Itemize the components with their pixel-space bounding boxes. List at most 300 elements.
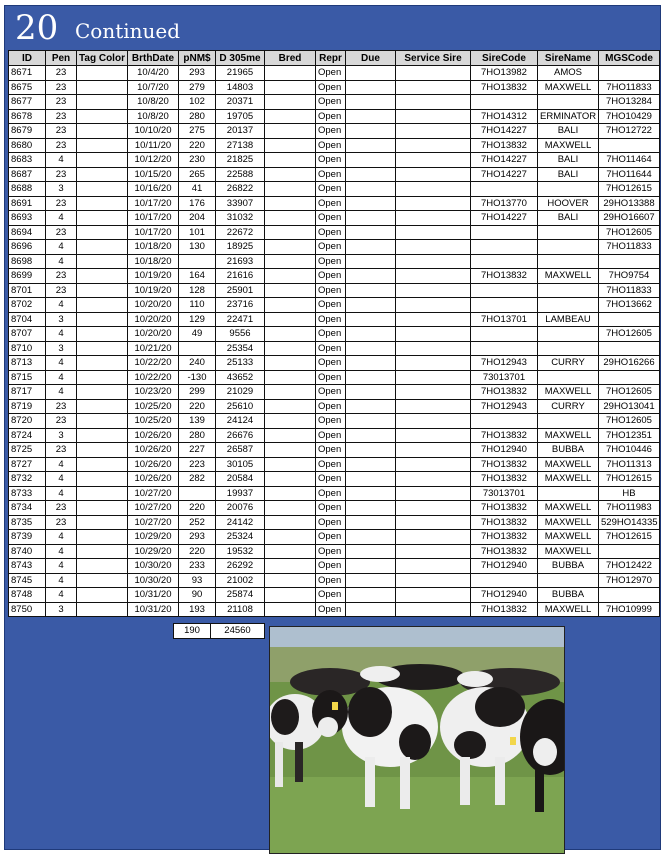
heifer-table xyxy=(8,50,660,617)
cell-due xyxy=(346,240,396,255)
cell-tag-color xyxy=(77,66,128,81)
cell-bred xyxy=(265,269,316,284)
cell-sire-code: 7HO14227 xyxy=(471,124,538,139)
cell-due xyxy=(346,414,396,429)
cell-repr: Open xyxy=(316,530,346,545)
cell-pen: 4 xyxy=(46,327,77,342)
cell-pen: 4 xyxy=(46,153,77,168)
cell-sire-name xyxy=(538,95,599,110)
cell-pen: 3 xyxy=(46,312,77,327)
cell-sire-code: 7HO13832 xyxy=(471,501,538,516)
cell-d305me: 22672 xyxy=(216,225,265,240)
cell-mgs-code: 7HO11313 xyxy=(599,457,660,472)
cell-tag-color xyxy=(77,370,128,385)
cell-birth-date: 10/26/20 xyxy=(128,443,179,458)
cell-mgs-code: 7HO11464 xyxy=(599,153,660,168)
cell-due xyxy=(346,95,396,110)
table-row xyxy=(9,138,660,153)
cell-id: 8680 xyxy=(9,138,46,153)
cell-pen: 4 xyxy=(46,472,77,487)
cell-repr: Open xyxy=(316,211,346,226)
cell-d305me: 21002 xyxy=(216,573,265,588)
header-id: ID xyxy=(9,51,46,66)
table-row xyxy=(9,370,660,385)
cell-repr: Open xyxy=(316,602,346,617)
cell-bred xyxy=(265,588,316,603)
cell-tag-color xyxy=(77,167,128,182)
cell-sire-name: CURRY xyxy=(538,399,599,414)
cell-d305me: 27138 xyxy=(216,138,265,153)
holstein-heifers-image xyxy=(270,627,564,853)
cell-repr: Open xyxy=(316,153,346,168)
cell-repr: Open xyxy=(316,225,346,240)
cell-repr: Open xyxy=(316,196,346,211)
cell-d305me: 19532 xyxy=(216,544,265,559)
cell-bred xyxy=(265,370,316,385)
cell-sire-code xyxy=(471,414,538,429)
cell-pnm: 279 xyxy=(179,80,216,95)
cell-id: 8707 xyxy=(9,327,46,342)
cell-birth-date: 10/16/20 xyxy=(128,182,179,197)
cell-mgs-code: 7HO12605 xyxy=(599,225,660,240)
cell-sire-name: AMOS xyxy=(538,66,599,81)
cell-tag-color xyxy=(77,486,128,501)
cell-birth-date: 10/17/20 xyxy=(128,225,179,240)
cell-service-sire xyxy=(396,399,471,414)
cell-due xyxy=(346,588,396,603)
cell-sire-name: MAXWELL xyxy=(538,269,599,284)
header-repr: Repr xyxy=(316,51,346,66)
d305-average: 24560 xyxy=(211,624,265,639)
cell-tag-color xyxy=(77,443,128,458)
cell-id: 8733 xyxy=(9,486,46,501)
cell-tag-color xyxy=(77,269,128,284)
table-row xyxy=(9,443,660,458)
cell-mgs-code: 7HO12422 xyxy=(599,559,660,574)
cell-d305me: 43652 xyxy=(216,370,265,385)
cell-sire-name: MAXWELL xyxy=(538,530,599,545)
cell-bred xyxy=(265,457,316,472)
section-number: 20 xyxy=(15,8,59,48)
cell-tag-color xyxy=(77,457,128,472)
cell-id: 8710 xyxy=(9,341,46,356)
cell-due xyxy=(346,443,396,458)
cell-repr: Open xyxy=(316,443,346,458)
cell-mgs-code: 7HO12605 xyxy=(599,327,660,342)
cell-service-sire xyxy=(396,501,471,516)
cell-sire-name: CURRY xyxy=(538,356,599,371)
cell-due xyxy=(346,109,396,124)
cell-birth-date: 10/22/20 xyxy=(128,356,179,371)
cell-pnm: 193 xyxy=(179,602,216,617)
cell-bred xyxy=(265,124,316,139)
cell-repr: Open xyxy=(316,182,346,197)
cell-bred xyxy=(265,95,316,110)
cell-due xyxy=(346,472,396,487)
cell-tag-color xyxy=(77,80,128,95)
cell-birth-date: 10/31/20 xyxy=(128,602,179,617)
cell-service-sire xyxy=(396,486,471,501)
cell-id: 8739 xyxy=(9,530,46,545)
cell-pen: 4 xyxy=(46,457,77,472)
cell-pen: 23 xyxy=(46,95,77,110)
cell-id: 8734 xyxy=(9,501,46,516)
cell-sire-code xyxy=(471,225,538,240)
cell-sire-name: BALI xyxy=(538,167,599,182)
cell-bred xyxy=(265,414,316,429)
cell-tag-color xyxy=(77,327,128,342)
cell-bred xyxy=(265,486,316,501)
cell-pnm: 128 xyxy=(179,283,216,298)
cell-sire-name: BALI xyxy=(538,124,599,139)
cell-service-sire xyxy=(396,109,471,124)
cell-sire-code: 73013701 xyxy=(471,486,538,501)
cell-bred xyxy=(265,167,316,182)
cell-birth-date: 10/22/20 xyxy=(128,370,179,385)
cell-sire-code: 7HO14312 xyxy=(471,109,538,124)
cell-tag-color xyxy=(77,559,128,574)
cell-service-sire xyxy=(396,385,471,400)
cell-bred xyxy=(265,80,316,95)
cell-sire-name xyxy=(538,341,599,356)
cell-id: 8715 xyxy=(9,370,46,385)
cell-repr: Open xyxy=(316,312,346,327)
cell-repr: Open xyxy=(316,573,346,588)
cell-sire-name: MAXWELL xyxy=(538,428,599,443)
cell-due xyxy=(346,182,396,197)
cell-d305me: 25133 xyxy=(216,356,265,371)
cell-service-sire xyxy=(396,211,471,226)
cell-due xyxy=(346,167,396,182)
cell-service-sire xyxy=(396,602,471,617)
cell-sire-code: 7HO13701 xyxy=(471,312,538,327)
cell-service-sire xyxy=(396,327,471,342)
cell-birth-date: 10/29/20 xyxy=(128,530,179,545)
cell-sire-code xyxy=(471,95,538,110)
cell-d305me: 25901 xyxy=(216,283,265,298)
cell-d305me: 20371 xyxy=(216,95,265,110)
table-row xyxy=(9,501,660,516)
cell-birth-date: 10/20/20 xyxy=(128,298,179,313)
cell-id: 8671 xyxy=(9,66,46,81)
cell-pnm: 280 xyxy=(179,428,216,443)
cell-tag-color xyxy=(77,138,128,153)
cell-tag-color xyxy=(77,414,128,429)
cell-service-sire xyxy=(396,182,471,197)
cell-d305me: 22471 xyxy=(216,312,265,327)
cell-birth-date: 10/26/20 xyxy=(128,457,179,472)
cell-bred xyxy=(265,153,316,168)
cell-id: 8683 xyxy=(9,153,46,168)
cell-birth-date: 10/27/20 xyxy=(128,486,179,501)
cell-birth-date: 10/25/20 xyxy=(128,399,179,414)
cell-repr: Open xyxy=(316,269,346,284)
cell-id: 8713 xyxy=(9,356,46,371)
cell-bred xyxy=(265,109,316,124)
cell-mgs-code: 7HO12351 xyxy=(599,428,660,443)
totals-row xyxy=(174,624,265,639)
cell-mgs-code: 7HO12605 xyxy=(599,385,660,400)
cell-repr: Open xyxy=(316,341,346,356)
table-row xyxy=(9,153,660,168)
cell-repr: Open xyxy=(316,80,346,95)
cell-service-sire xyxy=(396,66,471,81)
cell-id: 8693 xyxy=(9,211,46,226)
cell-repr: Open xyxy=(316,501,346,516)
cell-repr: Open xyxy=(316,66,346,81)
cell-sire-name: BUBBA xyxy=(538,559,599,574)
cell-pnm: 220 xyxy=(179,399,216,414)
cell-pen: 23 xyxy=(46,167,77,182)
cell-service-sire xyxy=(396,428,471,443)
cell-pnm: 220 xyxy=(179,501,216,516)
table-row xyxy=(9,182,660,197)
cell-pnm xyxy=(179,486,216,501)
cell-pen: 23 xyxy=(46,283,77,298)
cattle-photo xyxy=(269,626,565,854)
cell-sire-name: MAXWELL xyxy=(538,501,599,516)
cell-pen: 4 xyxy=(46,559,77,574)
cell-id: 8748 xyxy=(9,588,46,603)
cell-tag-color xyxy=(77,254,128,269)
cell-tag-color xyxy=(77,240,128,255)
cell-pnm: 230 xyxy=(179,153,216,168)
cell-sire-code: 7HO13832 xyxy=(471,80,538,95)
cell-pnm: 90 xyxy=(179,588,216,603)
cell-birth-date: 10/21/20 xyxy=(128,341,179,356)
cell-id: 8688 xyxy=(9,182,46,197)
cell-sire-name: MAXWELL xyxy=(538,80,599,95)
cell-tag-color xyxy=(77,399,128,414)
cell-service-sire xyxy=(396,370,471,385)
cell-pnm: 129 xyxy=(179,312,216,327)
cell-bred xyxy=(265,399,316,414)
cell-d305me: 20137 xyxy=(216,124,265,139)
cell-d305me: 22588 xyxy=(216,167,265,182)
cell-bred xyxy=(265,501,316,516)
cell-birth-date: 10/30/20 xyxy=(128,559,179,574)
cell-id: 8717 xyxy=(9,385,46,400)
cell-repr: Open xyxy=(316,515,346,530)
cell-sire-code: 7HO13832 xyxy=(471,428,538,443)
table-row xyxy=(9,385,660,400)
cell-service-sire xyxy=(396,80,471,95)
table-row xyxy=(9,472,660,487)
table-row xyxy=(9,283,660,298)
cell-bred xyxy=(265,211,316,226)
table-row xyxy=(9,602,660,617)
cell-d305me: 18925 xyxy=(216,240,265,255)
cell-id: 8720 xyxy=(9,414,46,429)
header-sire-code: SireCode xyxy=(471,51,538,66)
cell-sire-code xyxy=(471,240,538,255)
cell-due xyxy=(346,124,396,139)
cell-birth-date: 10/4/20 xyxy=(128,66,179,81)
cell-d305me: 26822 xyxy=(216,182,265,197)
cell-sire-code: 7HO12940 xyxy=(471,443,538,458)
cell-tag-color xyxy=(77,153,128,168)
table-row xyxy=(9,269,660,284)
cell-sire-code: 7HO12940 xyxy=(471,588,538,603)
cell-sire-code: 7HO13832 xyxy=(471,138,538,153)
cell-id: 8699 xyxy=(9,269,46,284)
cell-id: 8704 xyxy=(9,312,46,327)
cell-birth-date: 10/25/20 xyxy=(128,414,179,429)
cell-tag-color xyxy=(77,312,128,327)
table-row xyxy=(9,399,660,414)
cell-pen: 23 xyxy=(46,399,77,414)
cell-pnm: 223 xyxy=(179,457,216,472)
pnm-average: 190 xyxy=(174,624,211,639)
cell-mgs-code: 7HO11833 xyxy=(599,240,660,255)
cell-sire-code xyxy=(471,182,538,197)
table-row xyxy=(9,124,660,139)
cell-repr: Open xyxy=(316,457,346,472)
cell-service-sire xyxy=(396,588,471,603)
cell-id: 8694 xyxy=(9,225,46,240)
cell-sire-code: 7HO12943 xyxy=(471,399,538,414)
cell-pen: 4 xyxy=(46,254,77,269)
cell-bred xyxy=(265,283,316,298)
cell-pnm: 220 xyxy=(179,544,216,559)
cell-pnm: 110 xyxy=(179,298,216,313)
cell-repr: Open xyxy=(316,138,346,153)
cell-d305me: 25324 xyxy=(216,530,265,545)
cell-bred xyxy=(265,298,316,313)
cell-tag-color xyxy=(77,530,128,545)
cell-id: 8743 xyxy=(9,559,46,574)
cell-birth-date: 10/17/20 xyxy=(128,196,179,211)
cell-service-sire xyxy=(396,196,471,211)
cell-sire-code: 7HO13832 xyxy=(471,472,538,487)
cell-due xyxy=(346,385,396,400)
cell-sire-code: 7HO12943 xyxy=(471,356,538,371)
cell-pen: 4 xyxy=(46,588,77,603)
cell-pnm: 49 xyxy=(179,327,216,342)
cell-pen: 23 xyxy=(46,80,77,95)
cell-mgs-code xyxy=(599,588,660,603)
cell-birth-date: 10/30/20 xyxy=(128,573,179,588)
cell-sire-name xyxy=(538,298,599,313)
cell-due xyxy=(346,341,396,356)
cell-birth-date: 10/8/20 xyxy=(128,109,179,124)
heifer-table-wrap xyxy=(8,50,659,617)
cell-mgs-code: 7HO13284 xyxy=(599,95,660,110)
cell-mgs-code: 7HO10999 xyxy=(599,602,660,617)
table-row xyxy=(9,588,660,603)
cell-id: 8725 xyxy=(9,443,46,458)
cell-sire-name xyxy=(538,182,599,197)
cell-bred xyxy=(265,602,316,617)
cell-mgs-code: 7HO11833 xyxy=(599,80,660,95)
cell-due xyxy=(346,457,396,472)
cell-due xyxy=(346,399,396,414)
cell-due xyxy=(346,544,396,559)
cell-mgs-code: 7HO13662 xyxy=(599,298,660,313)
header-pen: Pen xyxy=(46,51,77,66)
cell-mgs-code: HB xyxy=(599,486,660,501)
cell-pen: 4 xyxy=(46,298,77,313)
header-due: Due xyxy=(346,51,396,66)
cell-d305me: 24124 xyxy=(216,414,265,429)
cell-d305me: 31032 xyxy=(216,211,265,226)
cell-bred xyxy=(265,356,316,371)
cell-sire-name: HOOVER xyxy=(538,196,599,211)
cell-pnm: 139 xyxy=(179,414,216,429)
cell-sire-name: BALI xyxy=(538,211,599,226)
cell-repr: Open xyxy=(316,385,346,400)
cell-sire-code: 73013701 xyxy=(471,370,538,385)
cell-service-sire xyxy=(396,95,471,110)
table-row xyxy=(9,95,660,110)
cell-tag-color xyxy=(77,196,128,211)
cell-due xyxy=(346,559,396,574)
cell-sire-code: 7HO13832 xyxy=(471,530,538,545)
totals-table xyxy=(173,623,265,639)
cell-tag-color xyxy=(77,356,128,371)
table-row xyxy=(9,544,660,559)
cell-id: 8691 xyxy=(9,196,46,211)
table-row xyxy=(9,356,660,371)
cell-tag-color xyxy=(77,544,128,559)
cell-mgs-code: 7HO12722 xyxy=(599,124,660,139)
table-row xyxy=(9,341,660,356)
cell-birth-date: 10/10/20 xyxy=(128,124,179,139)
cell-id: 8677 xyxy=(9,95,46,110)
cell-sire-code: 7HO13832 xyxy=(471,385,538,400)
totals-box xyxy=(173,623,264,639)
cell-pen: 4 xyxy=(46,385,77,400)
table-header-row xyxy=(9,51,660,66)
cell-mgs-code xyxy=(599,254,660,269)
cell-sire-code xyxy=(471,573,538,588)
table-row xyxy=(9,80,660,95)
table-row xyxy=(9,457,660,472)
cell-due xyxy=(346,269,396,284)
cell-due xyxy=(346,80,396,95)
cell-bred xyxy=(265,327,316,342)
cell-repr: Open xyxy=(316,414,346,429)
cell-bred xyxy=(265,443,316,458)
cell-birth-date: 10/23/20 xyxy=(128,385,179,400)
cell-bred xyxy=(265,428,316,443)
cell-birth-date: 10/19/20 xyxy=(128,269,179,284)
cell-birth-date: 10/18/20 xyxy=(128,240,179,255)
cell-sire-name: ERMINATOR xyxy=(538,109,599,124)
cell-sire-name xyxy=(538,327,599,342)
cell-service-sire xyxy=(396,515,471,530)
cell-pen: 3 xyxy=(46,428,77,443)
cell-d305me: 25610 xyxy=(216,399,265,414)
cell-d305me: 21693 xyxy=(216,254,265,269)
cell-pen: 3 xyxy=(46,602,77,617)
cell-sire-code: 7HO13832 xyxy=(471,602,538,617)
cell-d305me: 25874 xyxy=(216,588,265,603)
table-row xyxy=(9,254,660,269)
cell-pen: 4 xyxy=(46,544,77,559)
cell-due xyxy=(346,501,396,516)
cell-id: 8750 xyxy=(9,602,46,617)
cell-due xyxy=(346,530,396,545)
cell-pnm: 102 xyxy=(179,95,216,110)
table-row xyxy=(9,240,660,255)
cell-pnm: 93 xyxy=(179,573,216,588)
cell-pnm: 220 xyxy=(179,138,216,153)
cell-d305me: 26292 xyxy=(216,559,265,574)
header-sire-name: SireName xyxy=(538,51,599,66)
table-row xyxy=(9,428,660,443)
cell-birth-date: 10/15/20 xyxy=(128,167,179,182)
